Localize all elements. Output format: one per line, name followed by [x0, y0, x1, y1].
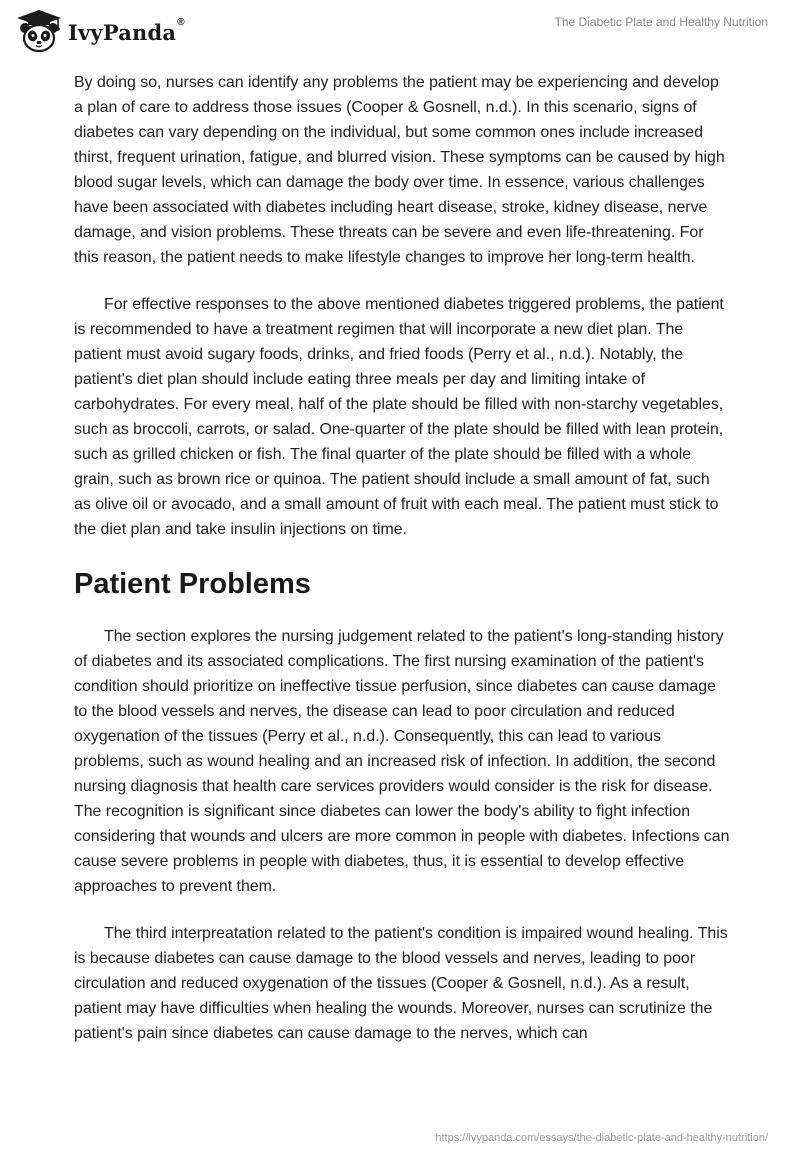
registered-mark: ® — [177, 16, 185, 28]
paragraph-4: The third interpreatation related to the patient's condition is impaired wound healing. This is because diabetes can cause damage to the blood vessels and nerves, leading to poor circulation and reduced oxygenation of the tissues (Cooper & Gosnell, n.d.). As a result, patient may have difficulties when healing the wounds. Moreover, nurses can scrutinize the patient's pain since diabetes can cause damage to the nerves, which can — [74, 925, 728, 1042]
logo-text — [68, 16, 185, 45]
page-header — [0, 0, 800, 60]
document-title: The Diabetic Plate and Healthy Nutrition — [554, 15, 768, 29]
essay-content — [74, 70, 730, 1046]
paragraph-1: By doing so, nurses can identify any problems the patient may be experiencing and develop a plan of care to address those issues (Cooper & Gosnell, n.d.). In this scenario, signs of diabetes can vary depending on the individual, but some common ones include increased thirst, frequent urination, fatigue, and blurred vision. These symptoms can be caused by high blood sugar levels, which can damage the body over time. In essence, various challenges have been associated with diabetes including heart disease, stroke, kidney disease, nerve damage, and vision problems. These threats can be severe and even life-threatening. For this reason, the patient needs to make lifestyle changes to improve her long-term health. — [74, 74, 725, 266]
panda-graduate-icon — [14, 8, 64, 54]
paragraph-2: For effective responses to the above mentioned diabetes triggered problems, the patient is recommended to have a treatment regimen that will incorporate a new diet plan. The patient must avoid sugary foods, drinks, and fried foods (Perry et al., n.d.). Notably, the patient's diet plan should include eating three meals per day and limiting intake of carbohydrates. For every meal, half of the plate should be filled with non-starchy vegetables, such as broccoli, carrots, or salad. One-quarter of the plate should be filled with lean protein, such as grilled chicken or fish. The final quarter of the plate should be filled with a whole grain, such as brown rice or quinoa. The patient should include a small amount of fat, such as olive oil or avocado, and a small amount of fruit with each meal. The patient must stick to the diet plan and take insulin injections on time. — [74, 296, 724, 538]
section-heading-patient-problems: Patient Problems — [74, 568, 311, 600]
logo-wordmark: IvyPanda — [68, 19, 177, 45]
paragraph-3: The section explores the nursing judgement related to the patient's long-standing history of diabetes and its associated complications. The first nursing examination of the patient's condition should prioritize on ineffective tissue perfusion, since diabetes can cause damage to the blood vessels and nerves, the disease can lead to poor circulation and reduced oxygenation of the tissues (Perry et al., n.d.). Consequently, this can lead to various problems, such as wound healing and an increased risk of infection. In addition, the second nursing diagnosis that health care services providers would consider is the risk for disease. The recognition is significant since diabetes can lower the body's ability to fight infection considering that wounds and ulcers are more common in people with diabetes. Infections can cause severe problems in people with diabetes, thus, it is essential to develop effective approaches to prevent them. — [74, 628, 730, 895]
logo-link[interactable] — [14, 8, 185, 54]
source-url-link[interactable]: https://ivypanda.com/essays/the-diabetic-plate-and-healthy-nutrition/ — [435, 1132, 768, 1144]
